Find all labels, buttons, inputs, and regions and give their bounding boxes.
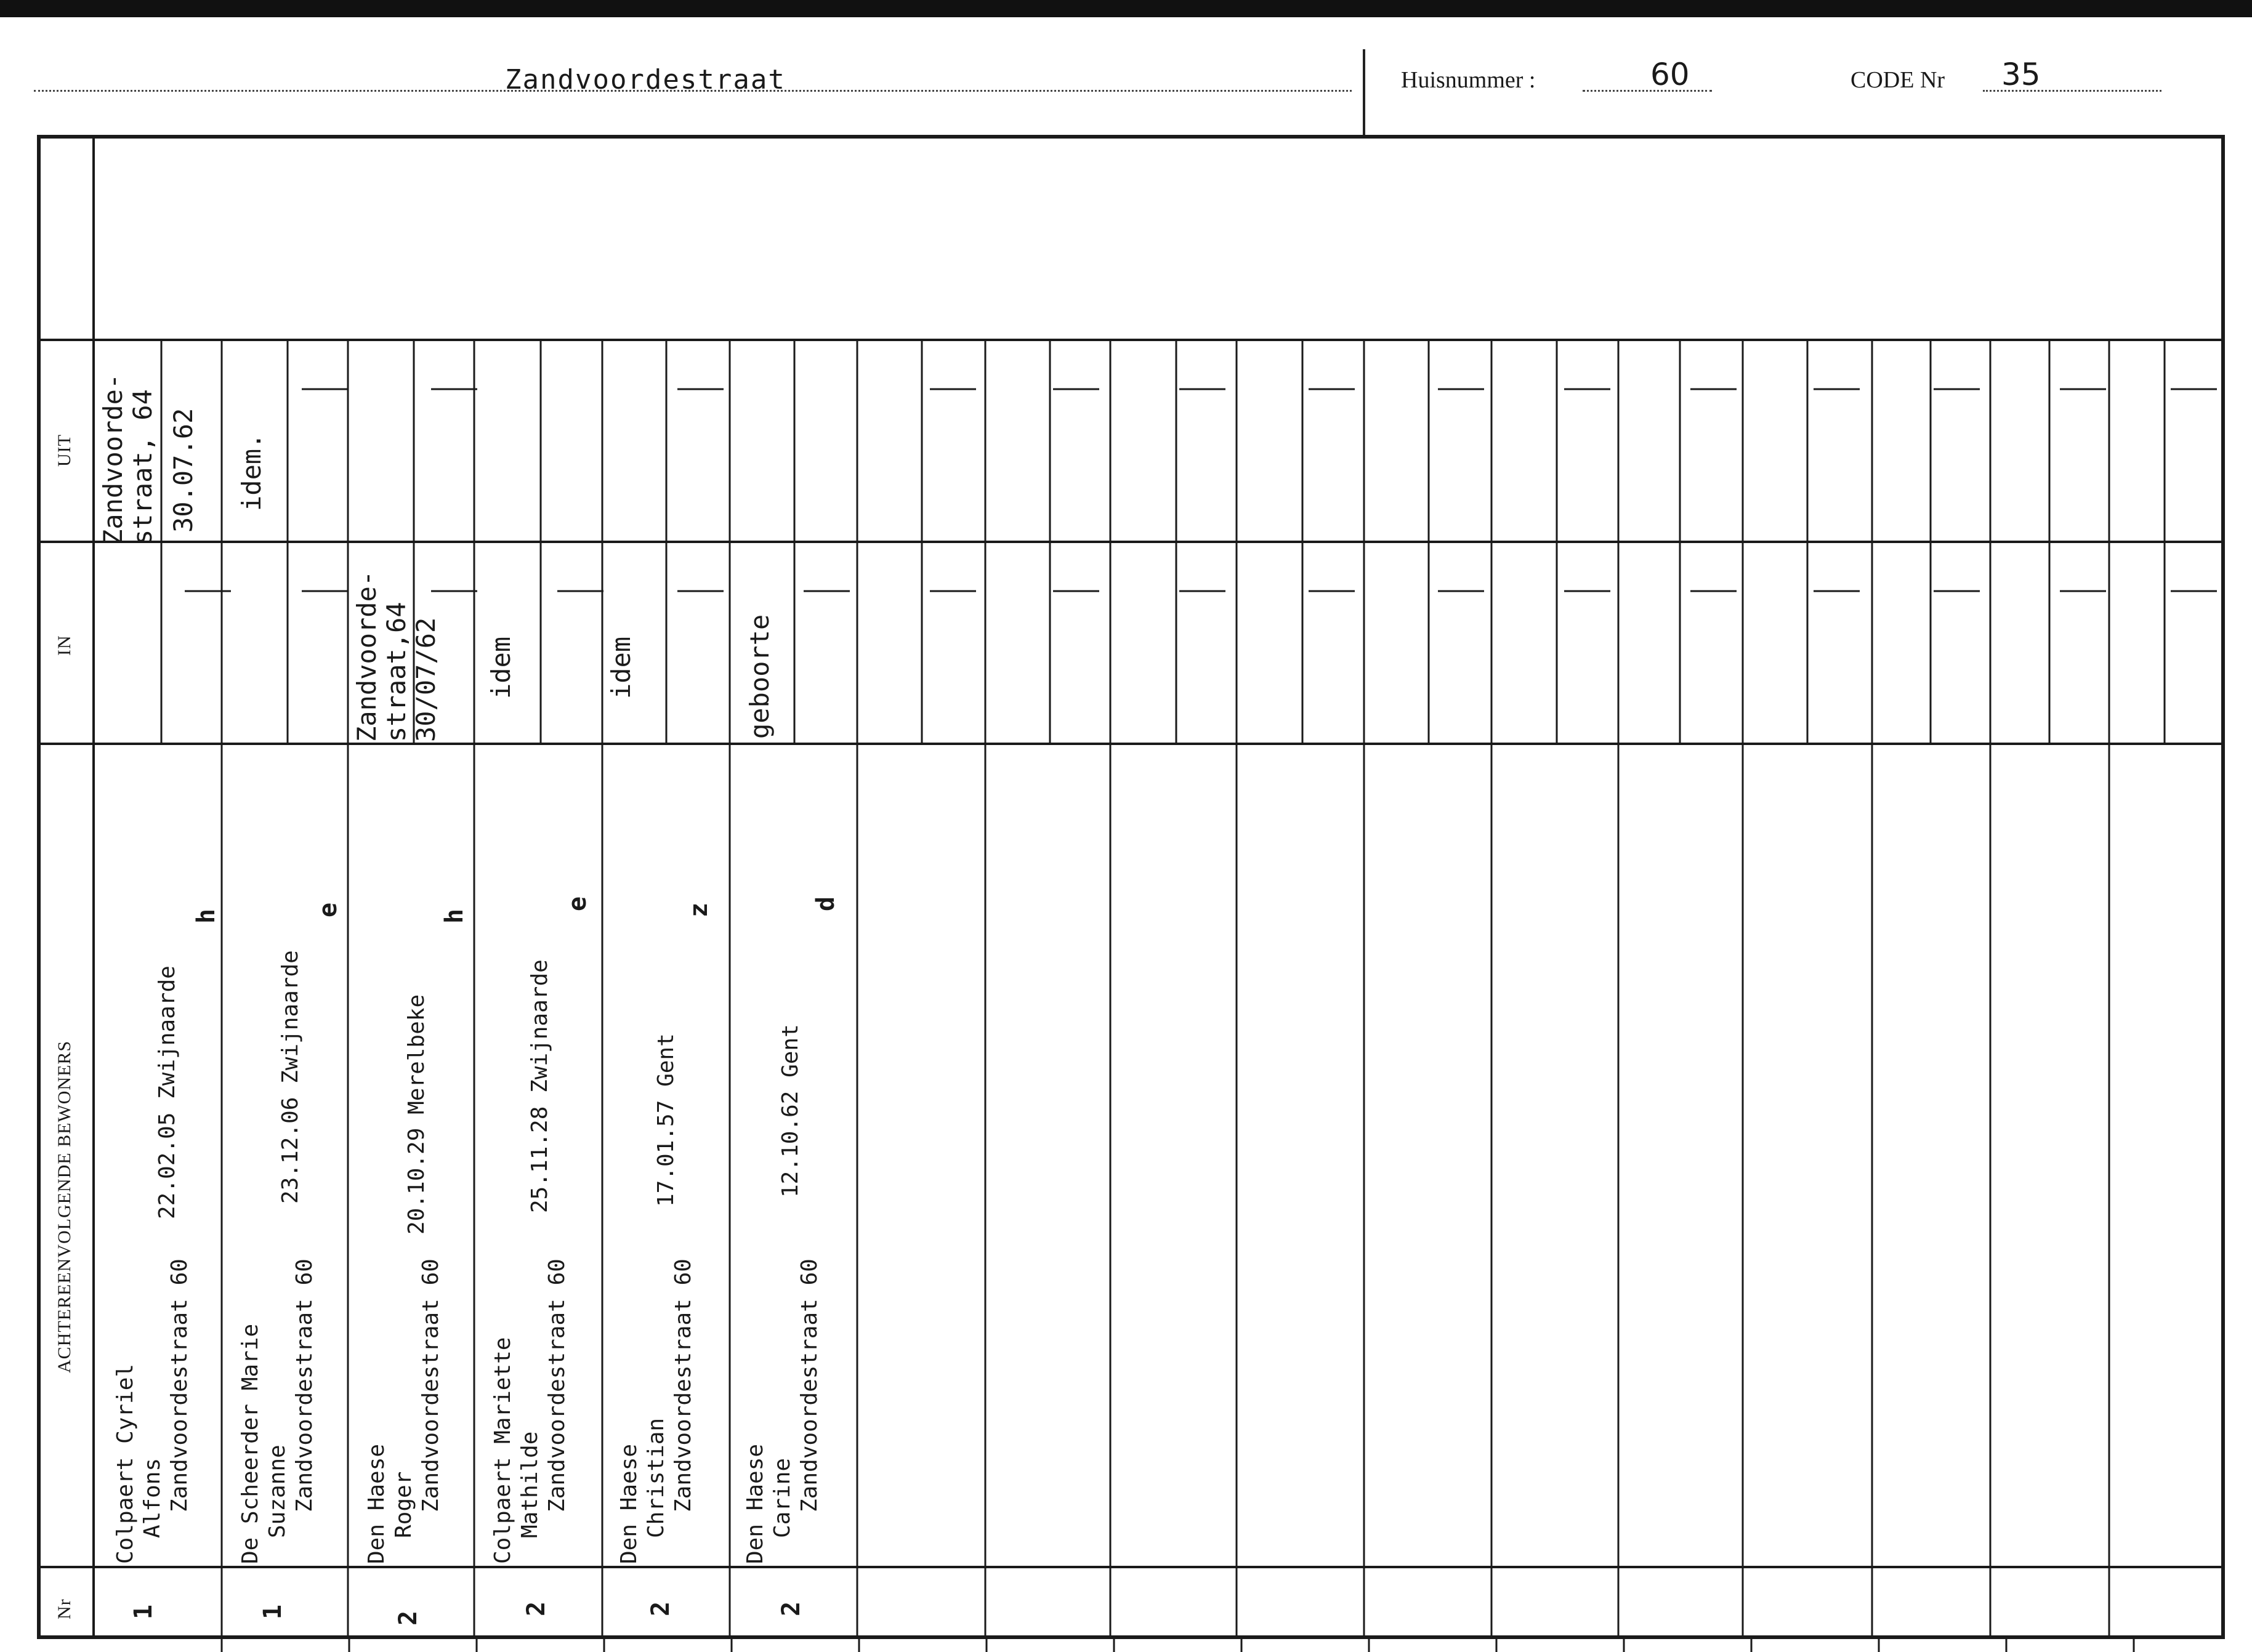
resident-5-nr: 2 xyxy=(647,1601,675,1616)
resident-1-firstname: Alfons xyxy=(140,1457,165,1538)
resident-5-address: Zandvoordestraat 60 xyxy=(671,1259,696,1512)
nr-label: Nr xyxy=(54,1598,75,1619)
resident-5-birth: 17.01.57 Gent xyxy=(653,1033,679,1207)
resident-1-entry xyxy=(112,1259,193,1564)
resident-2-uit: idem. xyxy=(236,433,267,511)
resident-3-firstname: Roger xyxy=(391,1471,416,1538)
resident-4-address: Zandvoordestraat 60 xyxy=(544,1259,570,1512)
resident-4-entry xyxy=(490,1259,571,1564)
resident-5-name: Den Haese xyxy=(616,1443,642,1564)
house-number-label: Huisnummer : xyxy=(1401,67,1536,93)
resident-1-code-letter: h xyxy=(192,908,220,924)
resident-4-code-letter: e xyxy=(563,896,592,911)
resident-2-code-letter: e xyxy=(314,902,342,917)
resident-1-uit: Zandvoorde- straat, 64 30.07.62 xyxy=(98,373,198,545)
resident-6-code-letter: d xyxy=(812,896,840,911)
resident-2-name: De Scheerder Marie xyxy=(238,1323,263,1564)
code-value: 35 xyxy=(2001,57,2041,92)
resident-4-firstname: Mathilde xyxy=(517,1431,543,1538)
resident-1-address: Zandvoordestraat 60 xyxy=(167,1259,192,1512)
resident-6-firstname: Carine xyxy=(770,1457,795,1538)
resident-5-code-letter: z xyxy=(685,902,713,917)
resident-3-birth: 20.10.29 Merelbeke xyxy=(404,994,429,1235)
resident-3-address: Zandvoordestraat 60 xyxy=(418,1259,443,1512)
resident-2-nr: 1 xyxy=(259,1604,287,1619)
resident-5-in: idem xyxy=(606,636,636,699)
resident-2-address: Zandvoordestraat 60 xyxy=(292,1259,317,1512)
house-number-value: 60 xyxy=(1650,57,1690,92)
resident-2-entry xyxy=(237,1259,318,1564)
resident-3-name: Den Haese xyxy=(364,1443,389,1564)
in-label: IN xyxy=(54,635,75,656)
resident-6-address: Zandvoordestraat 60 xyxy=(797,1259,822,1512)
bewoners-label: ACHTEREENVOLGENDE BEWONERS xyxy=(54,1040,75,1373)
resident-3-nr: 2 xyxy=(394,1610,422,1626)
resident-4-in: idem xyxy=(486,636,516,699)
resident-6-in: geboorte xyxy=(745,614,775,739)
resident-6-nr: 2 xyxy=(777,1601,805,1616)
resident-6-name: Den Haese xyxy=(743,1443,768,1564)
resident-1-birth: 22.02.05 Zwijnaarde xyxy=(155,965,180,1219)
code-label: CODE Nr xyxy=(1850,67,1945,93)
resident-2-birth: 23.12.06 Zwijnaarde xyxy=(278,950,303,1204)
resident-3-entry xyxy=(363,1259,445,1564)
resident-3-code-letter: h xyxy=(440,908,469,924)
resident-6-entry xyxy=(742,1259,823,1564)
resident-5-entry xyxy=(616,1259,697,1564)
uit-label: UIT xyxy=(54,434,75,467)
resident-6-birth: 12.10.62 Gent xyxy=(778,1024,803,1198)
resident-4-name: Colpaert Mariette xyxy=(490,1337,515,1564)
resident-4-birth: 25.11.28 Zwijnaarde xyxy=(527,959,552,1213)
resident-2-firstname: Suzanne xyxy=(265,1444,290,1538)
resident-5-firstname: Christian xyxy=(644,1417,669,1538)
street-name: Zandvoordestraat xyxy=(505,64,786,95)
resident-4-nr: 2 xyxy=(522,1601,551,1616)
resident-1-nr: 1 xyxy=(129,1604,158,1619)
resident-3-in: Zandvoorde- straat,64 30/07/62 xyxy=(352,570,441,742)
resident-1-name: Colpaert Cyriel xyxy=(113,1363,138,1564)
